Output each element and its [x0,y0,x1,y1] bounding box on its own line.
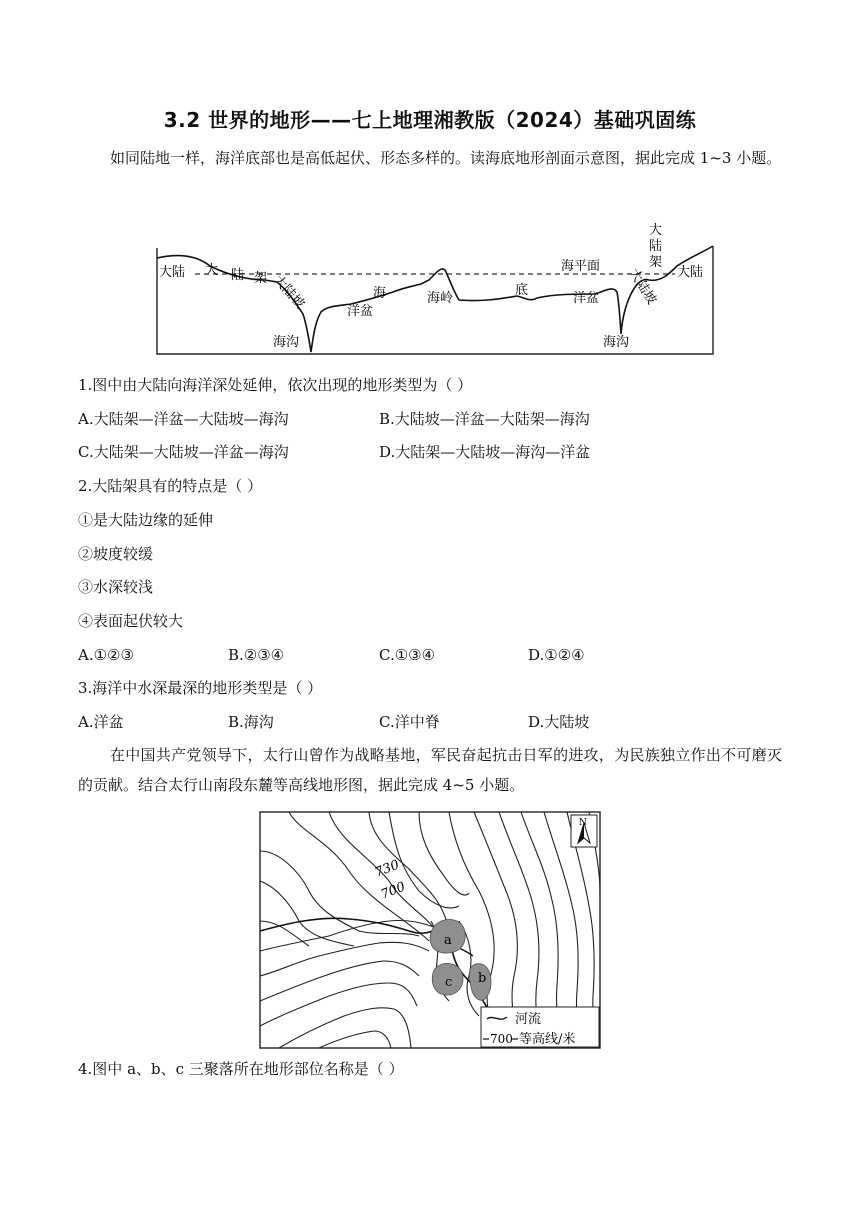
intro-paragraph-1: 如同陆地一样，海洋底部也是高低起伏、形态多样的。读海底地形剖面示意图，据此完成 1~3 小题。 [110,149,782,167]
page-title: 3.2 世界的地形——七上地理湘教版（2024）基础巩固练 [163,108,697,132]
question-3-option-c[interactable]: C.洋中脊 [379,713,440,731]
question-1-option-b[interactable]: B.大陆坡—洋盆—大陆架—海沟 [379,410,590,428]
label-ridge: 海岭 [427,291,454,306]
label-continent-left: 大陆 [159,265,186,280]
question-2-item-4: ④表面起伏较大 [78,612,184,630]
question-3-option-a[interactable]: A.洋盆 [78,713,124,731]
label-shelf-right-1: 大 [649,223,663,238]
legend-contour-label: 等高线/米 [519,1032,576,1047]
question-3-stem: 3.海洋中水深最深的地形类型是（ ） [78,679,323,697]
label-slope-right: 大陆坡 [625,266,660,308]
question-2-item-3: ③水深较浅 [78,578,154,596]
map-legend [481,1007,599,1047]
label-shelf-right-2: 陆 [649,239,663,254]
label-basin-left: 洋盆 [347,304,374,319]
label-shelf-char-2: 陆 [231,268,245,283]
contour-label-700: 700 [378,879,408,903]
settlement-b-label: b [478,971,487,986]
settlement-a-label: a [444,933,452,948]
question-2-option-c[interactable]: C.①③④ [379,646,436,664]
seafloor-profile-figure [155,218,715,362]
label-slope-left: 大陆坡 [270,272,308,312]
question-1-stem: 1.图中由大陆向海洋深处延伸，依次出现的地形类型为（ ） [78,376,473,394]
question-1-option-d[interactable]: D.大陆架—大陆坡—海沟—洋盆 [379,443,591,461]
north-arrow-icon [571,815,597,847]
label-sea-level: 海平面 [561,259,601,274]
legend-river-label: 河流 [515,1012,542,1027]
question-1-option-a[interactable]: A.大陆架—洋盆—大陆坡—海沟 [78,410,289,428]
label-continent-right: 大陆 [677,265,704,280]
label-shelf-right-3: 架 [649,255,663,270]
question-3-option-b[interactable]: B.海沟 [228,713,274,731]
label-hai: 海 [373,286,387,301]
seafloor-profile-diagram [155,218,715,358]
question-2-option-d[interactable]: D.①②④ [528,646,585,664]
contour-label-730: 730 [372,857,402,881]
question-4-stem: 4.图中 a、b、c 三聚落所在地形部位名称是（ ） [78,1060,404,1078]
north-label: N [579,818,587,828]
intro-paragraph-2: 在中国共产党领导下，太行山曾作为战略基地，军民奋起抗击日军的进攻，为民族独立作出不可磨灭的贡献。结合太行山南段东麓等高线地形图，据此完成 4~5 小题。 [78,746,782,794]
question-2-item-2: ②坡度较缓 [78,545,154,563]
contour-map-figure [259,811,601,1053]
label-trench-left: 海沟 [273,335,300,350]
label-basin-right: 洋盆 [573,291,600,306]
question-2-stem: 2.大陆架具有的特点是（ ） [78,477,263,495]
settlement-c-label: c [445,975,453,990]
contour-map [259,811,601,1049]
legend-contour-value: 700 [490,1032,513,1046]
label-shelf-char-1: 大 [205,263,219,278]
label-trench-right: 海沟 [603,335,630,350]
question-1-option-c[interactable]: C.大陆架—大陆坡—洋盆—海沟 [78,443,289,461]
label-shelf-char-3: 架 [254,271,268,286]
question-3-option-d[interactable]: D.大陆坡 [528,713,590,731]
label-di: 底 [515,283,529,298]
question-2-item-1: ①是大陆边缘的延伸 [78,511,214,529]
question-2-option-b[interactable]: B.②③④ [228,646,285,664]
question-2-option-a[interactable]: A.①②③ [78,646,134,664]
